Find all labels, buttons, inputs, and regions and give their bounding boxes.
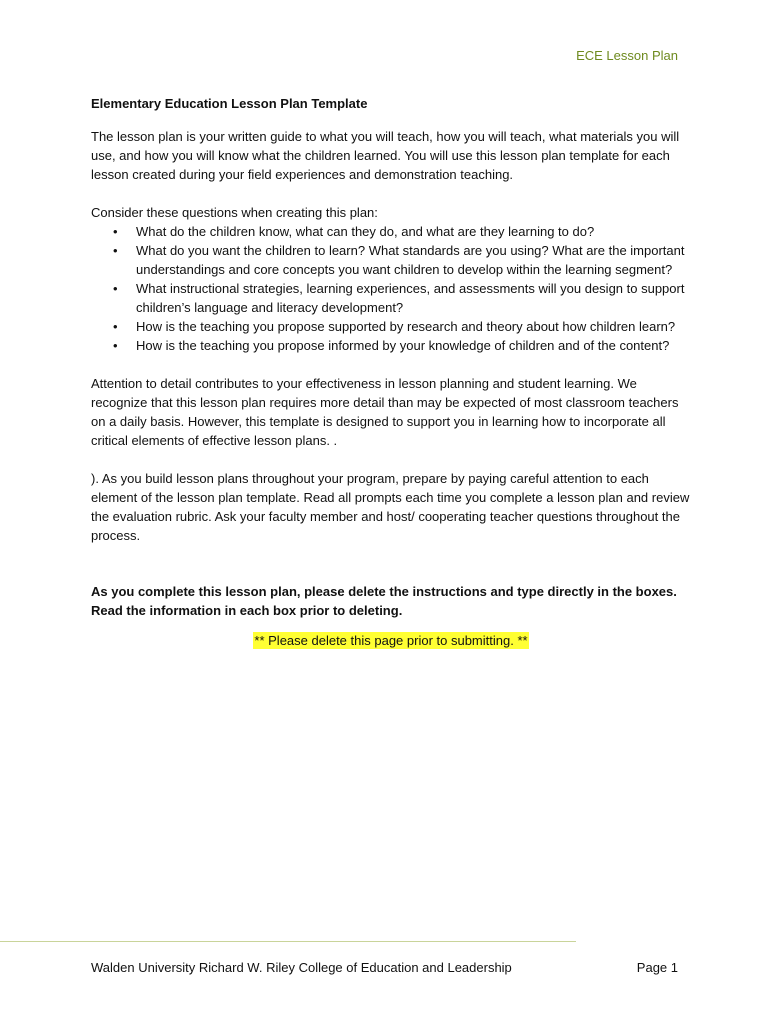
intro-paragraph: The lesson plan is your written guide to what you will teach, how you will teach, what materials you will use, and how you will know what the children learned. You will use this lesson plan template for each lesson created during your field experiences and demonstration teaching. xyxy=(91,129,680,182)
footer-divider xyxy=(0,941,576,942)
bullet-icon: • xyxy=(113,338,118,353)
footer-institution: Walden University Richard W. Riley College of Education and Leadership xyxy=(91,960,512,975)
document-title: Elementary Education Lesson Plan Template xyxy=(91,96,368,111)
bullet-icon: • xyxy=(113,243,118,258)
build-paragraph: ). As you build lesson plans throughout your program, prepare by paying careful attention to each element of the lesson plan template. Read all prompts each time you complete a lesson plan and review the evaluation rubric. Ask your faculty member and host/ cooperating teacher questions throughout the process. xyxy=(91,471,690,543)
list-item xyxy=(91,317,691,336)
question-text: How is the teaching you propose supported by research and theory about how children learn? xyxy=(136,319,676,334)
question-text: How is the teaching you propose informed by your knowledge of children and of the content? xyxy=(136,338,670,353)
question-text: What do the children know, what can they do, and what are they learning to do? xyxy=(136,224,595,239)
list-item xyxy=(91,279,691,317)
question-text: What instructional strategies, learning experiences, and assessments will you design to support children’s language and literacy development? xyxy=(136,281,685,315)
instructions-paragraph: As you complete this lesson plan, please delete the instructions and type directly in the boxes. Read the information in each box prior to deleting. xyxy=(91,584,677,618)
notice-line xyxy=(91,631,691,650)
list-item xyxy=(91,336,691,355)
questions-intro: Consider these questions when creating this plan: xyxy=(91,205,378,220)
document-body xyxy=(91,94,691,650)
attention-paragraph: Attention to detail contributes to your effectiveness in lesson planning and student learning. We recognize that this lesson plan requires more detail than may be expected of most classroom teachers on a daily basis. However, this template is designed to support you in learning how to incorporate all critical elements of effective lesson plans. . xyxy=(91,376,679,448)
bullet-icon: • xyxy=(113,319,118,334)
question-text: What do you want the children to learn? What standards are you using? What are the important understandings and core concepts you want children to develop within the learning segment? xyxy=(136,243,685,277)
highlighted-notice: ** Please delete this page prior to submitting. ** xyxy=(254,633,528,648)
bullet-icon: • xyxy=(113,224,118,239)
page-number: Page 1 xyxy=(636,960,678,975)
bullet-icon: • xyxy=(113,281,118,296)
list-item xyxy=(91,222,691,241)
header-title: ECE Lesson Plan xyxy=(576,48,678,63)
list-item xyxy=(91,241,691,279)
questions-list xyxy=(91,222,691,355)
